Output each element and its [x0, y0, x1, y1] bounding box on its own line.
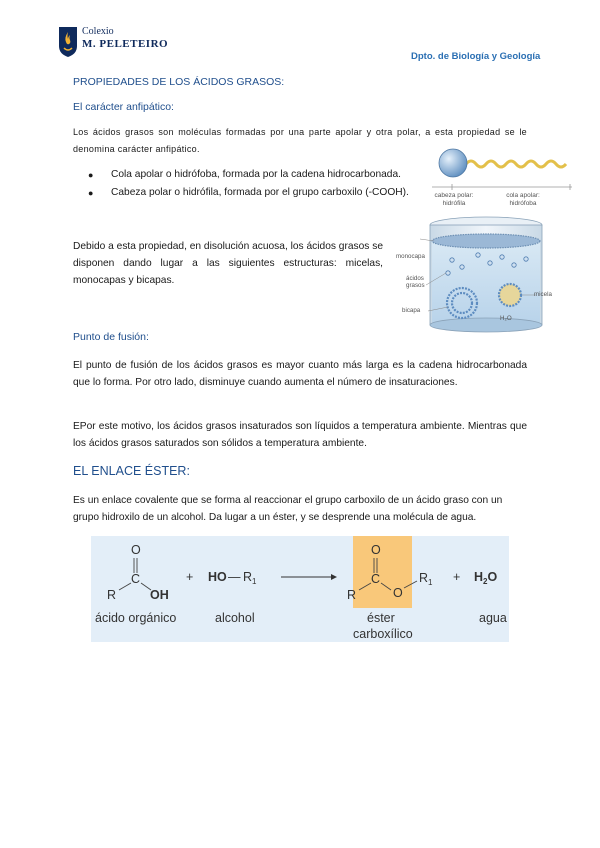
head-label: cabeza polar: hidrófila	[434, 192, 474, 207]
melting-paragraph-1: El punto de fusión de los ácidos grasos es mayor cuanto más larga es la cadena hidrocarbonada que lo forma. Por otro lado, disminuye cuando aumenta el número de insaturaciones.	[73, 360, 527, 388]
acid-oh: OH	[150, 588, 169, 602]
ester-label-2: carboxílico	[353, 627, 413, 641]
property-bullets	[73, 166, 433, 202]
ester-r1: $R_1$	[419, 571, 433, 587]
melting-paragraph-2: EPor este motivo, los ácidos grasos insaturados son líquidos a temperatura ambiente. Mientras que los ácidos grasos saturados son sólidos a temperatura ambiente.	[73, 421, 527, 449]
alcohol-ho: HO	[208, 570, 227, 584]
label-micela: micela	[534, 291, 552, 298]
plus-sign: +	[453, 570, 461, 584]
bullet-item: ● Cola apolar o hidrófoba, formada por la cadena hidrocarbonada.	[73, 166, 433, 184]
label-water: H₂O	[500, 315, 512, 322]
acid-o: O	[131, 543, 141, 557]
tail-label: cola apolar: hidrófoba	[506, 192, 540, 207]
ester-reaction-diagram	[91, 536, 509, 642]
label-monocapa: monocapa	[396, 253, 425, 260]
bullet-item: ● Cabeza polar o hidrófila, formada por el grupo carboxilo (-COOH).	[73, 184, 433, 202]
acid-r: R	[107, 588, 117, 602]
school-name-line1: Colexio	[82, 26, 114, 37]
ester-o-top: O	[371, 543, 381, 557]
school-name-line2: M. PELETEIRO	[82, 38, 169, 50]
subtitle-melting-point: Punto de fusión:	[73, 331, 149, 343]
alcohol-label: alcohol	[215, 611, 255, 625]
label-bicapa: bicapa	[402, 307, 421, 314]
subtitle-amphipathic: El carácter anfipático:	[73, 101, 174, 113]
water-formula: $H_2O$	[474, 570, 498, 586]
section-title-properties: PROPIEDADES DE LOS ÁCIDOS GRASOS:	[73, 76, 285, 88]
reaction-svg	[91, 536, 509, 642]
ester-label-1: éster	[367, 611, 395, 625]
ester-c: C	[371, 572, 381, 586]
alcohol-r: $R_1$	[243, 570, 257, 586]
structures-paragraph: Debido a esta propiedad, en disolución acuosa, los ácidos grasos se disponen dando lugar a las siguientes estructuras: micelas, monocapas y bicapas.	[73, 241, 383, 286]
water-label: agua	[479, 611, 507, 625]
ester-paragraph: Es un enlace covalente que se forma al reaccionar el grupo carboxilo de un ácido graso con un grupo hidroxilo de un alcohol. Da lugar a un éster, y se desprende una molécula de agua.	[73, 495, 503, 523]
section-title-ester: EL ENLACE ÉSTER:	[73, 464, 190, 478]
fatty-acid-molecule-icon	[432, 140, 572, 192]
ester-r: R	[347, 588, 357, 602]
acid-label: ácido orgánico	[95, 611, 177, 625]
shield-icon	[58, 26, 78, 58]
department-label: Dpto. de Biología y Geología	[411, 51, 541, 62]
plus-sign: +	[186, 570, 194, 584]
alcohol-bond: —	[228, 570, 241, 584]
label-acidos-grasos: ácidos grasos	[406, 275, 425, 289]
ester-highlight-band	[353, 536, 412, 608]
intro-paragraph: Los ácidos grasos son moléculas formadas por una parte apolar y otra polar, a esta propiedad se le denomina carácter anfipático.	[73, 127, 527, 154]
school-logo	[58, 26, 78, 63]
fatty-acid-figure	[432, 140, 572, 210]
acid-c: C	[131, 572, 141, 586]
ester-o: O	[393, 586, 403, 600]
beaker-figure	[390, 215, 560, 335]
